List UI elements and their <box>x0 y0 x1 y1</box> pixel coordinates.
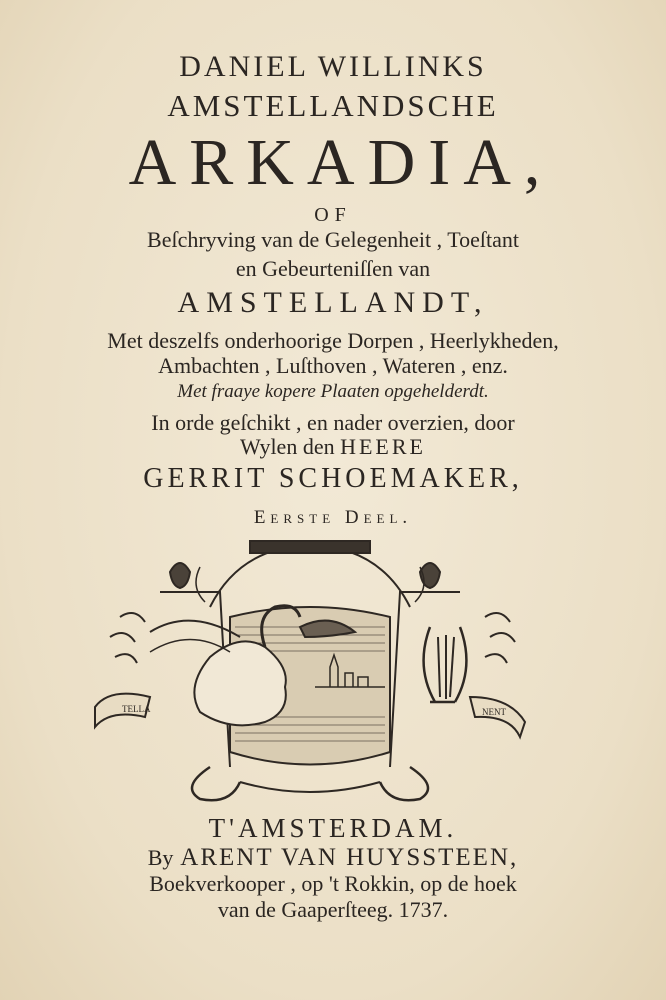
subtitle-line-2: en Gebeurteniſſen van <box>235 256 431 281</box>
imprint-printer-line <box>0 845 666 870</box>
editor-line-1: In orde geſchikt , en nader overzien, door <box>151 410 515 435</box>
title-line-main: ARKADIA, <box>128 126 554 199</box>
subtitle-line-1: Beſchryving van de Gelegenheit , Toeſtant <box>147 227 519 252</box>
swan-vignette-engraving <box>90 537 530 807</box>
subtitle-amstellandt: AMSTELLANDT, <box>177 286 489 319</box>
subtitle-line-3: Met deszelfs onderhoorige Dorpen , Heerlykheden, <box>107 328 559 353</box>
plates-note: Met fraaye kopere Plaaten opgehelderdt. <box>177 381 489 402</box>
imprint-shop: Boekverkooper , op 't Rokkin, op de hoek <box>149 871 517 896</box>
subtitle-line-4: Ambachten , Luſthoven , Wateren , enz. <box>158 353 508 378</box>
author-line: DANIEL WILLINKS <box>179 50 487 83</box>
imprint-by: By <box>147 845 174 870</box>
editor-line-2-heere: HEERE <box>340 434 426 459</box>
editor-line-2 <box>0 436 666 458</box>
imprint-city: T'AMSTERDAM. <box>208 813 458 843</box>
editor-name: GERRIT SCHOEMAKER, <box>143 463 523 494</box>
title-of: OF <box>314 204 352 226</box>
imprint-printer: ARENT VAN HUYSSTEEN, <box>180 844 519 871</box>
ribbon-left-text: TELLA <box>122 704 151 714</box>
imprint-street-year: van de Gaaperſteeg. 1737. <box>217 897 449 922</box>
title-line-1: AMSTELLANDSCHE <box>167 88 499 123</box>
ribbon-right-text: NENT <box>482 707 506 717</box>
editor-line-2-pre: Wylen den <box>240 434 341 459</box>
volume-label: Eerste Deel. <box>253 507 413 528</box>
